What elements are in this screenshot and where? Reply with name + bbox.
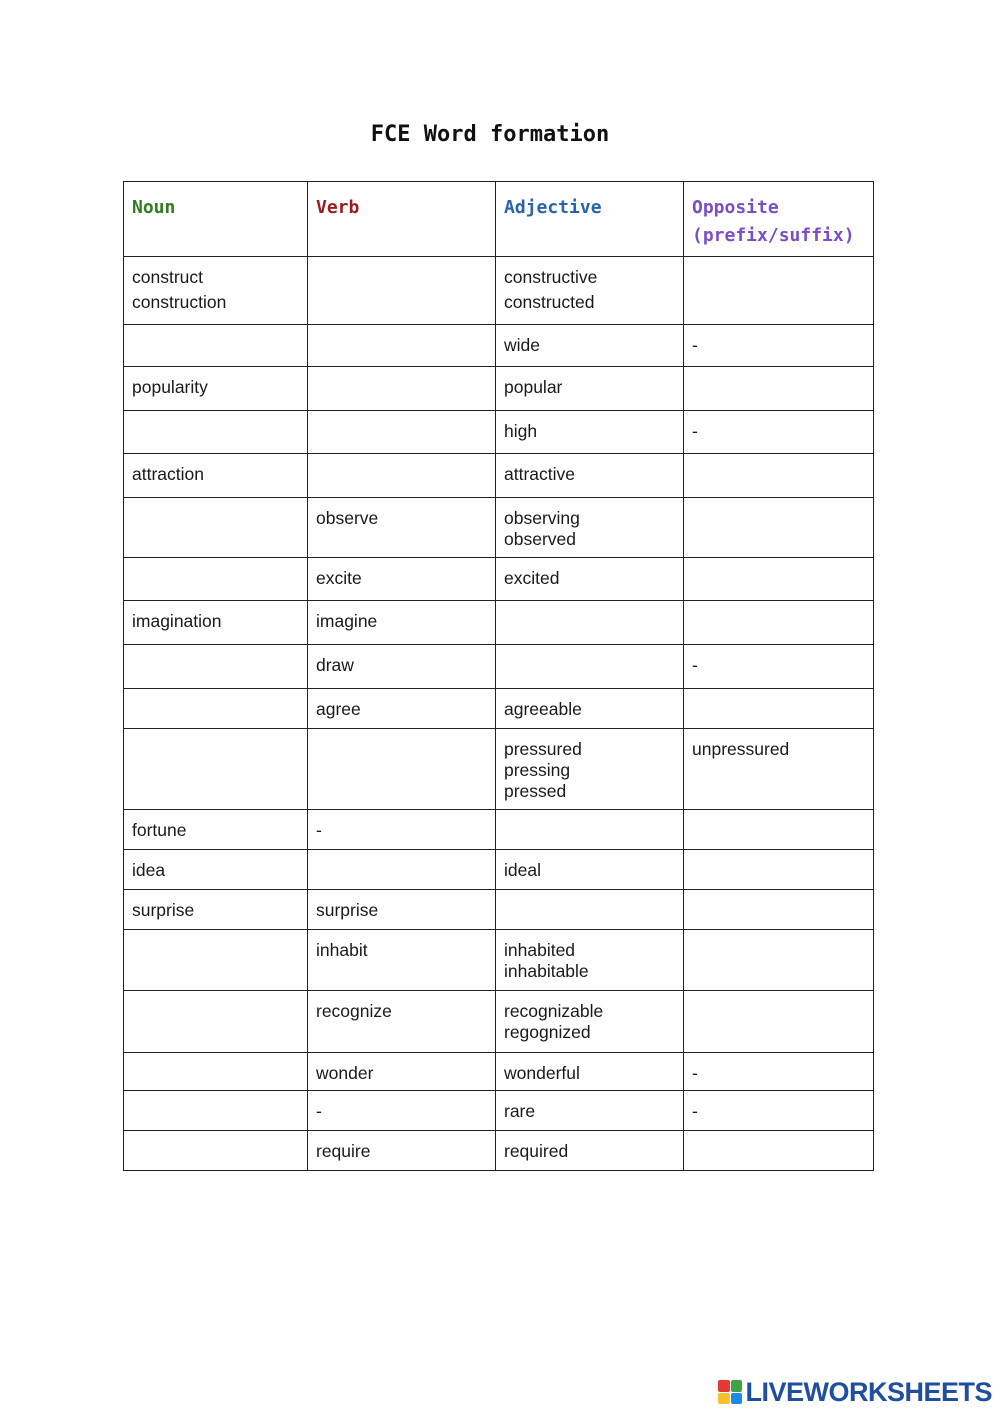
- table-row: [124, 729, 874, 810]
- logo-mark-square: [731, 1393, 743, 1405]
- cell-adjective-text: popular: [504, 377, 563, 397]
- cell-verb: [308, 601, 496, 645]
- cell-adjective: [496, 367, 684, 411]
- cell-adjective-text: recognizable: [504, 1001, 604, 1021]
- cell-adjective: [496, 890, 684, 930]
- header-adjective: Adjective: [496, 182, 684, 257]
- cell-verb-text: observe: [316, 508, 379, 528]
- table-row: [124, 930, 874, 991]
- table-row: [124, 454, 874, 498]
- cell-verb-text: surprise: [316, 900, 379, 920]
- cell-noun: [124, 890, 308, 930]
- cell-adjective-text: wide: [504, 335, 540, 355]
- cell-adjective-text: agreeable: [504, 699, 582, 719]
- cell-adjective-text: rare: [504, 1101, 536, 1121]
- cell-verb-text: -: [316, 1101, 322, 1121]
- cell-adjective: [496, 498, 684, 558]
- logo-mark-square: [718, 1380, 730, 1392]
- cell-adjective: [496, 257, 684, 325]
- cell-adjective: [496, 1091, 684, 1131]
- cell-noun: [124, 850, 308, 890]
- table-row: [124, 850, 874, 890]
- cell-adjective-text: constructed: [504, 292, 595, 312]
- header-noun: Noun: [124, 182, 308, 257]
- cell-verb: [308, 689, 496, 729]
- table-row: [124, 991, 874, 1053]
- cell-noun-text: imagination: [132, 611, 222, 631]
- cell-opposite-text: unpressured: [692, 739, 790, 759]
- cell-verb-text: inhabit: [316, 940, 368, 960]
- cell-verb-text: agree: [316, 699, 361, 719]
- cell-verb: [308, 257, 496, 325]
- cell-verb-text: wonder: [316, 1063, 374, 1083]
- liveworksheets-logo: [718, 1375, 992, 1409]
- table-row: [124, 601, 874, 645]
- cell-verb-text: imagine: [316, 611, 378, 631]
- cell-opposite: [684, 558, 874, 601]
- cell-verb: [308, 1053, 496, 1091]
- cell-noun-text: popularity: [132, 377, 208, 397]
- cell-verb: [308, 729, 496, 810]
- cell-adjective: [496, 601, 684, 645]
- cell-opposite-text: -: [692, 1063, 698, 1083]
- header-opposite-line2: (prefix/suffix): [692, 225, 855, 246]
- cell-verb: [308, 1091, 496, 1131]
- table-row: [124, 645, 874, 689]
- cell-noun: [124, 498, 308, 558]
- cell-noun: [124, 325, 308, 367]
- cell-adjective: [496, 454, 684, 498]
- table-row: [124, 890, 874, 930]
- header-opposite: [684, 182, 874, 257]
- cell-opposite-text: -: [692, 421, 698, 441]
- cell-noun-text: attraction: [132, 464, 204, 484]
- cell-adjective: [496, 325, 684, 367]
- header-row: [124, 182, 874, 257]
- liveworksheets-logo-icon: [718, 1380, 742, 1404]
- cell-opposite: [684, 411, 874, 454]
- table-row: [124, 689, 874, 729]
- cell-verb-text: recognize: [316, 1001, 392, 1021]
- cell-opposite: [684, 810, 874, 850]
- cell-verb: [308, 930, 496, 991]
- cell-verb: [308, 558, 496, 601]
- cell-noun: [124, 367, 308, 411]
- cell-noun: [124, 930, 308, 991]
- cell-opposite: [684, 930, 874, 991]
- cell-noun-text: surprise: [132, 900, 195, 920]
- cell-verb: [308, 850, 496, 890]
- page-title: FCE Word formation: [370, 122, 610, 147]
- cell-adjective: [496, 558, 684, 601]
- cell-noun: [124, 689, 308, 729]
- cell-opposite: [684, 454, 874, 498]
- cell-adjective-text: wonderful: [504, 1063, 580, 1083]
- cell-adjective: [496, 645, 684, 689]
- cell-verb: [308, 645, 496, 689]
- cell-verb: [308, 498, 496, 558]
- cell-verb: [308, 991, 496, 1053]
- cell-noun: [124, 645, 308, 689]
- word-formation-table: [123, 181, 874, 1171]
- cell-adjective: [496, 689, 684, 729]
- cell-opposite: [684, 325, 874, 367]
- cell-adjective-text: constructive: [504, 267, 598, 287]
- cell-noun: [124, 1053, 308, 1091]
- cell-adjective-text: inhabited: [504, 940, 576, 960]
- cell-adjective-text: attractive: [504, 464, 575, 484]
- cell-verb-text: -: [316, 820, 322, 840]
- cell-noun: [124, 1091, 308, 1131]
- cell-adjective: [496, 1131, 684, 1171]
- cell-adjective: [496, 930, 684, 991]
- cell-opposite: [684, 890, 874, 930]
- cell-verb: [308, 810, 496, 850]
- logo-text: LIVEWORKSHEETS: [745, 1376, 992, 1407]
- cell-noun: [124, 411, 308, 454]
- cell-opposite: [684, 991, 874, 1053]
- table-row: [124, 1131, 874, 1171]
- cell-adjective-text: required: [504, 1141, 569, 1161]
- table-row: [124, 411, 874, 454]
- table-row: [124, 498, 874, 558]
- table-row: [124, 1053, 874, 1091]
- cell-adjective-text: observing: [504, 508, 580, 528]
- cell-noun: [124, 257, 308, 325]
- cell-verb: [308, 367, 496, 411]
- cell-verb-text: draw: [316, 655, 354, 675]
- header-verb: Verb: [308, 182, 496, 257]
- cell-adjective-text: ideal: [504, 860, 541, 880]
- table-row: [124, 558, 874, 601]
- cell-opposite-text: -: [692, 655, 698, 675]
- cell-noun-text: fortune: [132, 820, 187, 840]
- cell-adjective-text: pressing: [504, 760, 571, 780]
- cell-verb-text: require: [316, 1141, 371, 1161]
- cell-opposite: [684, 601, 874, 645]
- cell-noun: [124, 558, 308, 601]
- cell-verb: [308, 411, 496, 454]
- table-row: [124, 367, 874, 411]
- cell-opposite: [684, 1053, 874, 1091]
- cell-adjective: [496, 411, 684, 454]
- cell-verb: [308, 1131, 496, 1171]
- logo-mark-square: [731, 1380, 743, 1392]
- cell-adjective-text: pressed: [504, 781, 567, 801]
- header-opposite-line1: Opposite: [692, 197, 779, 218]
- cell-adjective: [496, 850, 684, 890]
- cell-noun: [124, 454, 308, 498]
- cell-opposite-text: -: [692, 1101, 698, 1121]
- cell-noun-text: construct: [132, 267, 203, 287]
- cell-adjective: [496, 1053, 684, 1091]
- cell-noun-text: idea: [132, 860, 166, 880]
- cell-opposite-text: -: [692, 335, 698, 355]
- cell-verb: [308, 325, 496, 367]
- cell-adjective-text: high: [504, 421, 538, 441]
- cell-adjective-text: excited: [504, 568, 560, 588]
- cell-adjective: [496, 729, 684, 810]
- cell-opposite: [684, 1091, 874, 1131]
- cell-opposite: [684, 1131, 874, 1171]
- cell-opposite: [684, 367, 874, 411]
- cell-verb-text: excite: [316, 568, 362, 588]
- table-row: [124, 325, 874, 367]
- cell-adjective: [496, 991, 684, 1053]
- logo-mark-square: [718, 1393, 730, 1405]
- cell-adjective-text: inhabitable: [504, 961, 589, 981]
- cell-noun: [124, 991, 308, 1053]
- cell-noun: [124, 1131, 308, 1171]
- cell-opposite: [684, 689, 874, 729]
- cell-noun-text: construction: [132, 292, 227, 312]
- cell-noun: [124, 729, 308, 810]
- cell-adjective-text: regognized: [504, 1022, 591, 1042]
- cell-verb: [308, 890, 496, 930]
- cell-adjective-text: pressured: [504, 739, 582, 759]
- cell-opposite: [684, 257, 874, 325]
- cell-adjective: [496, 810, 684, 850]
- cell-opposite: [684, 729, 874, 810]
- cell-adjective-text: observed: [504, 529, 576, 549]
- cell-verb: [308, 454, 496, 498]
- cell-noun: [124, 601, 308, 645]
- cell-opposite: [684, 850, 874, 890]
- cell-opposite: [684, 645, 874, 689]
- table-row: [124, 257, 874, 325]
- cell-opposite: [684, 498, 874, 558]
- cell-noun: [124, 810, 308, 850]
- table-row: [124, 810, 874, 850]
- table-row: [124, 1091, 874, 1131]
